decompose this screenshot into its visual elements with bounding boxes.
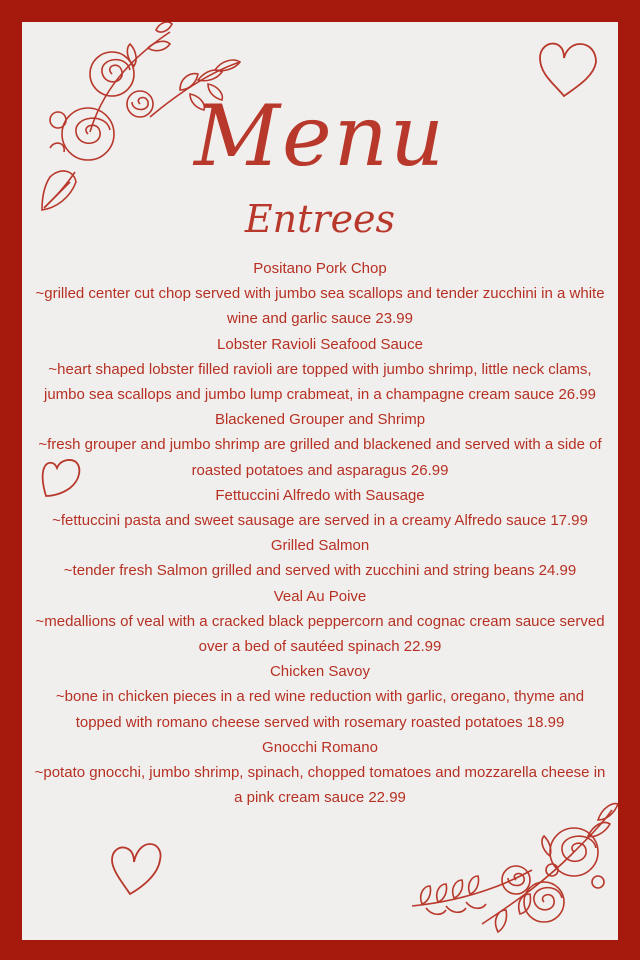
item-description: ~potato gnocchi, jumbo shrimp, spinach, chopped tomatoes and mozzarella cheese in a pink cream sauce 22.99 [34, 764, 606, 807]
menu-item [32, 659, 608, 735]
menu-item [32, 256, 608, 332]
menu-item [32, 407, 608, 483]
item-name: Gnocchi Romano [262, 738, 378, 756]
item-description: ~heart shaped lobster filled ravioli are topped with jumbo shrimp, little neck clams, jumbo sea scallops and jumbo lump crabmeat, in a champagne cream sauce 26.99 [44, 360, 596, 404]
item-description: ~fettuccini pasta and sweet sausage are served in a creamy Alfredo sauce 17.99 [52, 512, 588, 530]
item-name: Lobster Ravioli Seafood Sauce [217, 335, 423, 353]
item-name: Fettuccini Alfredo with Sausage [215, 486, 425, 504]
menu-item [32, 533, 608, 583]
menu-item [32, 483, 608, 533]
menu-item [32, 735, 608, 811]
section-title: Entrees [244, 197, 396, 241]
item-description: ~fresh grouper and jumbo shrimp are grilled and blackened and served with a side of roasted potatoes and asparagus 26.99 [38, 436, 602, 479]
heart-top-right-icon [536, 40, 600, 100]
menu-items [32, 256, 608, 810]
menu-title: Menu [194, 87, 446, 185]
item-name: Veal Au Poive [273, 587, 367, 605]
item-name: Blackened Grouper and Shrimp [214, 411, 426, 429]
heart-bottom-left-icon [108, 840, 164, 896]
item-description: ~medallions of veal with a cracked black peppercorn and cognac cream sauce served over a bed of sautéed spinach 22.99 [35, 612, 605, 656]
menu-card [22, 22, 618, 940]
item-name: Positano Pork Chop [253, 260, 387, 277]
item-name: Chicken Savoy [269, 663, 371, 681]
item-name: Grilled Salmon [270, 537, 370, 555]
item-description: ~bone in chicken pieces in a red wine reduction with garlic, oregano, thyme and topped with romano cheese served with rosemary roasted potatoes 18.99 [55, 688, 585, 731]
menu-item [32, 332, 608, 408]
menu-item [32, 584, 608, 660]
item-description: ~grilled center cut chop served with jumbo sea scallops and tender zucchini in a white wine and garlic sauce 23.99 [35, 285, 605, 328]
item-description: ~tender fresh Salmon grilled and served with zucchini and string beans 24.99 [63, 562, 577, 580]
